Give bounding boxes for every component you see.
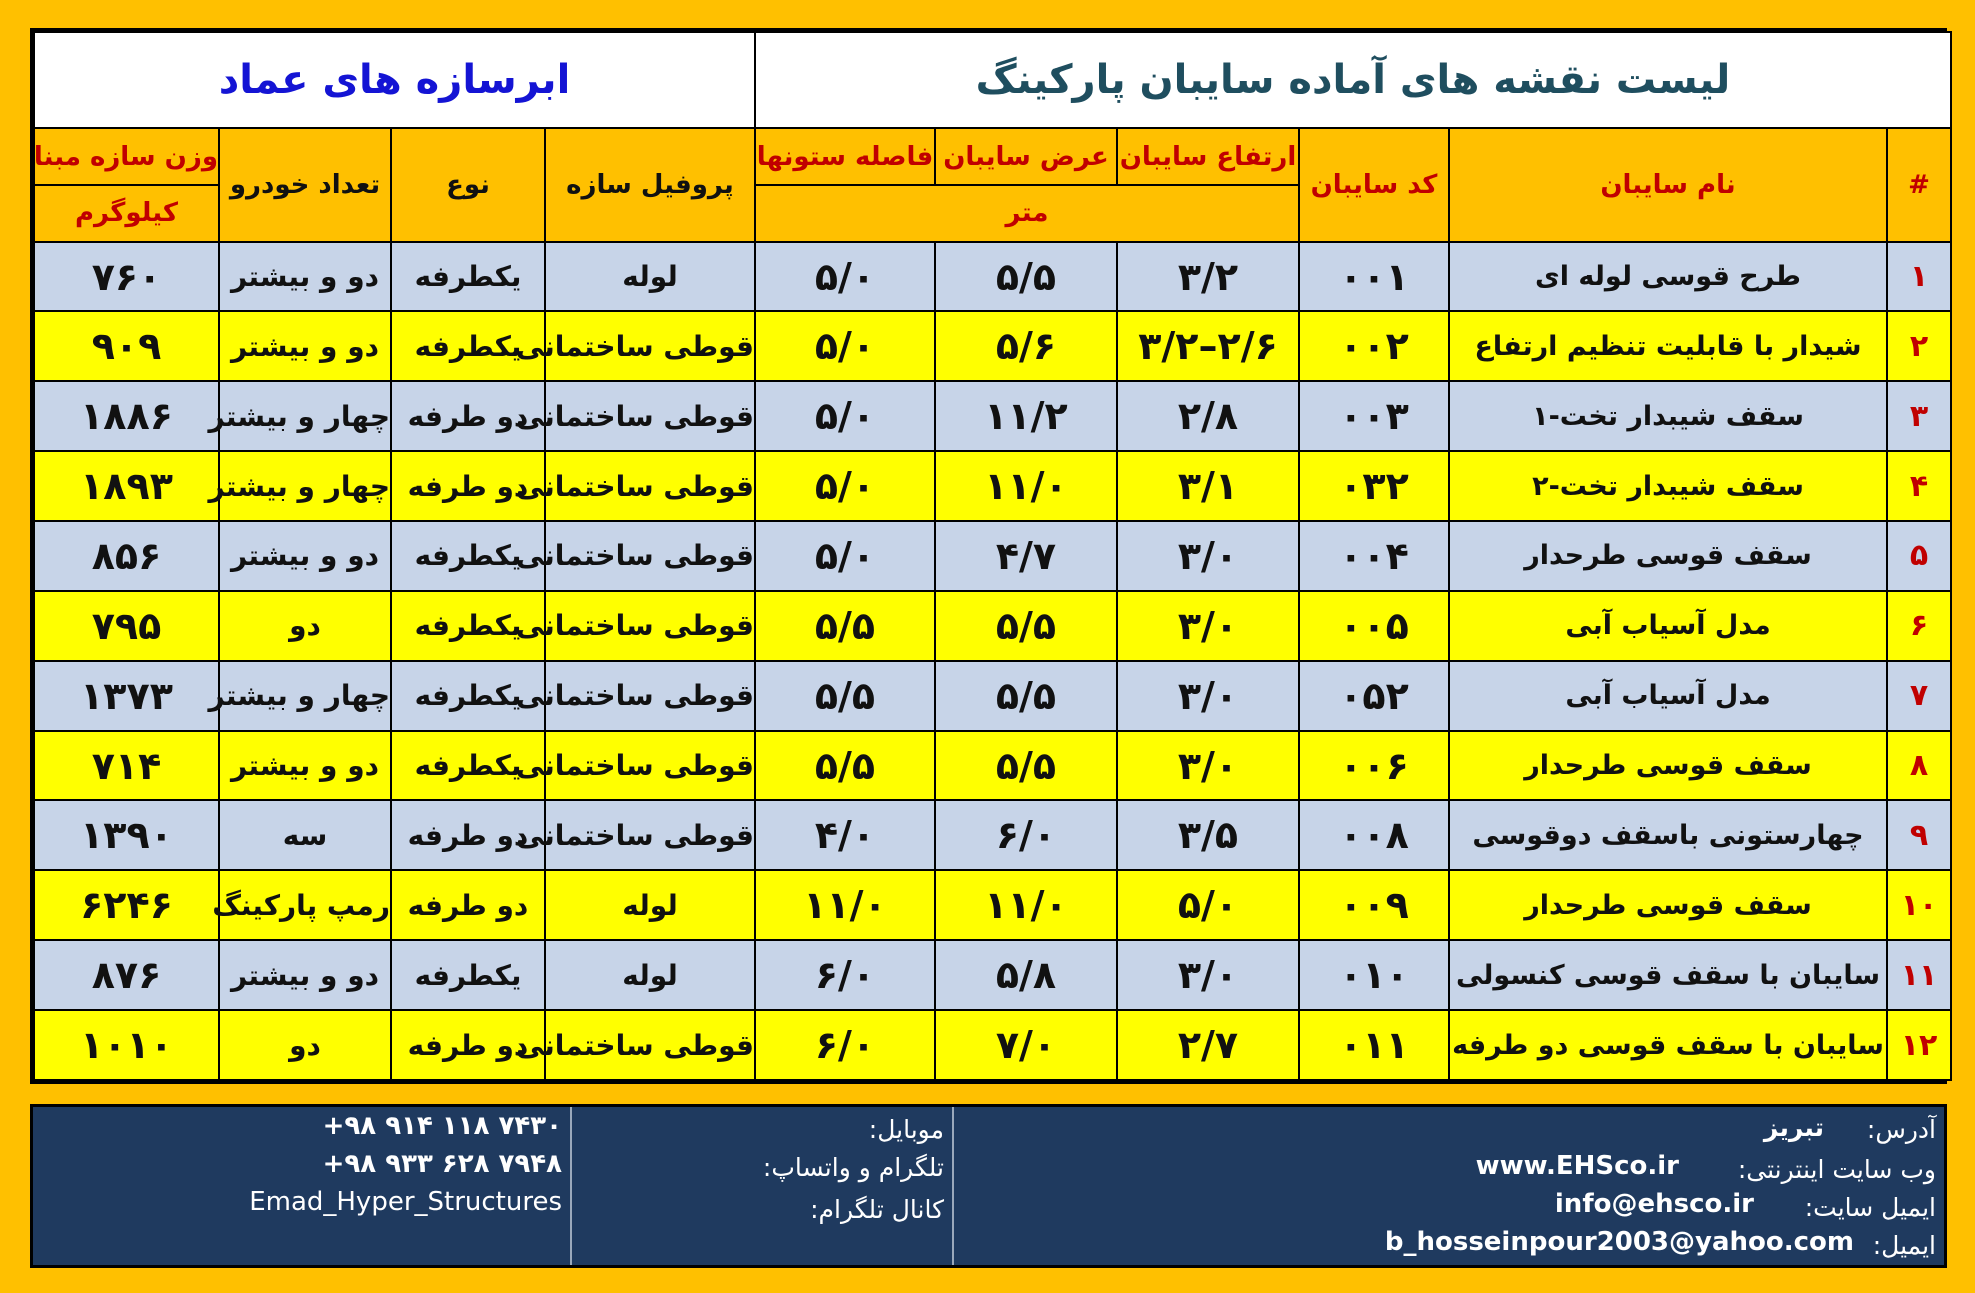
header-code: کد سایبان — [1299, 128, 1449, 241]
car-count: دو و بیشتر — [219, 521, 391, 591]
row-number: ۷ — [1887, 661, 1951, 731]
car-count: چهار و بیشتر — [219, 451, 391, 521]
table-row — [34, 381, 1951, 451]
address-label: آدرس: — [1866, 1115, 1936, 1144]
car-count: دو و بیشتر — [219, 940, 391, 1010]
canopy-type: یکطرفه — [391, 940, 545, 1010]
footer-right-panel — [952, 1107, 1944, 1265]
table-body — [34, 242, 1951, 1080]
base-weight: ۸۵۶ — [34, 521, 219, 591]
canopy-code: ۰۳۲ — [1299, 451, 1449, 521]
footer-values-panel — [33, 1107, 570, 1265]
header-weight: وزن سازه مبنا — [34, 128, 219, 185]
website-link[interactable]: www.EHSco.ir — [1475, 1151, 1679, 1181]
car-count: دو و بیشتر — [219, 242, 391, 312]
price-table-frame — [30, 28, 1947, 1084]
base-weight: ۷۱۴ — [34, 731, 219, 801]
canopy-width: ۱۱/۰ — [935, 870, 1117, 940]
column-spacing: ۶/۰ — [755, 940, 935, 1010]
column-spacing: ۱۱/۰ — [755, 870, 935, 940]
canopy-width: ۴/۷ — [935, 521, 1117, 591]
table-row — [34, 800, 1951, 870]
car-count: دو — [219, 591, 391, 661]
car-count: رمپ پارکینگ — [219, 870, 391, 940]
canopy-table — [33, 31, 1952, 1081]
canopy-height: ۲/۷ — [1117, 1010, 1299, 1080]
base-weight: ۶۲۴۶ — [34, 870, 219, 940]
site-email-link[interactable]: info@ehsco.ir — [1554, 1189, 1754, 1219]
base-weight: ۱۸۸۶ — [34, 381, 219, 451]
column-spacing: ۴/۰ — [755, 800, 935, 870]
car-count: سه — [219, 800, 391, 870]
column-spacing: ۶/۰ — [755, 1010, 935, 1080]
canopy-code: ۰۱۰ — [1299, 940, 1449, 1010]
car-count: دو — [219, 1010, 391, 1080]
table-row — [34, 311, 1951, 381]
row-number: ۹ — [1887, 800, 1951, 870]
canopy-type: یکطرفه — [391, 591, 545, 661]
canopy-height: ۳/۲ — [1117, 242, 1299, 312]
canopy-name: سایبان با سقف قوسی کنسولی — [1449, 940, 1887, 1010]
column-spacing: ۵/۵ — [755, 591, 935, 661]
column-spacing: ۵/۰ — [755, 242, 935, 312]
canopy-code: ۰۰۹ — [1299, 870, 1449, 940]
canopy-height: ۳/۰ — [1117, 591, 1299, 661]
canopy-code: ۰۱۱ — [1299, 1010, 1449, 1080]
structure-profile: قوطی ساختمانی — [545, 521, 755, 591]
column-spacing: ۵/۰ — [755, 521, 935, 591]
canopy-code: ۰۰۴ — [1299, 521, 1449, 591]
site-email-label: ایمیل سایت: — [1804, 1193, 1936, 1222]
canopy-height: ۳/۰ — [1117, 661, 1299, 731]
row-number: ۱۲ — [1887, 1010, 1951, 1080]
table-row — [34, 521, 1951, 591]
telegram-label: تلگرام و واتساپ: — [762, 1153, 944, 1182]
canopy-height: ۳/۰ — [1117, 940, 1299, 1010]
structure-profile: قوطی ساختمانی — [545, 731, 755, 801]
car-count: چهار و بیشتر — [219, 661, 391, 731]
structure-profile: قوطی ساختمانی — [545, 381, 755, 451]
table-row — [34, 940, 1951, 1010]
canopy-height: ۲/۶–۳/۲ — [1117, 311, 1299, 381]
canopy-name: طرح قوسی لوله ای — [1449, 242, 1887, 312]
canopy-width: ۵/۵ — [935, 661, 1117, 731]
structure-profile: قوطی ساختمانی — [545, 311, 755, 381]
structure-profile: قوطی ساختمانی — [545, 451, 755, 521]
canopy-width: ۵/۵ — [935, 242, 1117, 312]
base-weight: ۱۳۷۳ — [34, 661, 219, 731]
header-name: نام سایبان — [1449, 128, 1887, 241]
table-row — [34, 451, 1951, 521]
contact-footer — [30, 1104, 1947, 1268]
canopy-name: شیدار با قابلیت تنظیم ارتفاع — [1449, 311, 1887, 381]
canopy-code: ۰۵۲ — [1299, 661, 1449, 731]
structure-profile: لوله — [545, 940, 755, 1010]
canopy-width: ۵/۵ — [935, 591, 1117, 661]
canopy-type: دو طرفه — [391, 870, 545, 940]
row-number: ۱ — [1887, 242, 1951, 312]
canopy-type: یکطرفه — [391, 661, 545, 731]
header-height: ارتفاع سایبان — [1117, 128, 1299, 185]
canopy-type: دو طرفه — [391, 451, 545, 521]
canopy-name: سقف شیبدار تخت-۱ — [1449, 381, 1887, 451]
structure-profile: قوطی ساختمانی — [545, 591, 755, 661]
canopy-name: سقف شیبدار تخت-۲ — [1449, 451, 1887, 521]
mobile-label: موبایل: — [868, 1115, 944, 1144]
canopy-code: ۰۰۸ — [1299, 800, 1449, 870]
table-row — [34, 870, 1951, 940]
canopy-type: یکطرفه — [391, 311, 545, 381]
canopy-width: ۱۱/۰ — [935, 451, 1117, 521]
canopy-height: ۳/۰ — [1117, 731, 1299, 801]
structure-profile: لوله — [545, 242, 755, 312]
canopy-height: ۳/۱ — [1117, 451, 1299, 521]
base-weight: ۱۳۹۰ — [34, 800, 219, 870]
canopy-width: ۵/۸ — [935, 940, 1117, 1010]
canopy-type: یکطرفه — [391, 521, 545, 591]
base-weight: ۱۰۱۰ — [34, 1010, 219, 1080]
canopy-height: ۲/۸ — [1117, 381, 1299, 451]
footer-labels-panel — [570, 1107, 952, 1265]
column-spacing: ۵/۰ — [755, 381, 935, 451]
canopy-code: ۰۰۱ — [1299, 242, 1449, 312]
header-unit-meter: متر — [755, 185, 1299, 242]
canopy-width: ۷/۰ — [935, 1010, 1117, 1080]
canopy-width: ۱۱/۲ — [935, 381, 1117, 451]
column-spacing: ۵/۵ — [755, 731, 935, 801]
canopy-type: یکطرفه — [391, 731, 545, 801]
header-type: نوع — [391, 128, 545, 241]
base-weight: ۱۸۹۳ — [34, 451, 219, 521]
website-label: وب سایت اینترنتی: — [1737, 1155, 1936, 1184]
canopy-height: ۵/۰ — [1117, 870, 1299, 940]
row-number: ۱۱ — [1887, 940, 1951, 1010]
email-label: ایمیل: — [1872, 1231, 1936, 1260]
row-number: ۳ — [1887, 381, 1951, 451]
column-spacing: ۵/۰ — [755, 311, 935, 381]
header-num: # — [1887, 128, 1951, 241]
canopy-height: ۳/۵ — [1117, 800, 1299, 870]
structure-profile: لوله — [545, 870, 755, 940]
car-count: دو و بیشتر — [219, 311, 391, 381]
column-spacing: ۵/۵ — [755, 661, 935, 731]
canopy-type: دو طرفه — [391, 800, 545, 870]
mobile-number[interactable]: +۹۸ ۹۱۴ ۱۱۸ ۷۴۳۰ — [322, 1111, 562, 1141]
header-profile: پروفیل سازه — [545, 128, 755, 241]
telegram-channel[interactable]: Emad_Hyper_Structures — [249, 1187, 562, 1217]
page-title: لیست نقشه های آماده سایبان پارکینگ — [755, 32, 1951, 128]
row-number: ۱۰ — [1887, 870, 1951, 940]
base-weight: ۹۰۹ — [34, 311, 219, 381]
canopy-name: مدل آسیاب آبی — [1449, 661, 1887, 731]
table-row — [34, 731, 1951, 801]
base-weight: ۸۷۶ — [34, 940, 219, 1010]
company-name: ابرسازه های عماد — [34, 32, 755, 128]
row-number: ۲ — [1887, 311, 1951, 381]
header-width: عرض سایبان — [935, 128, 1117, 185]
row-number: ۵ — [1887, 521, 1951, 591]
base-weight: ۷۹۵ — [34, 591, 219, 661]
base-weight: ۷۶۰ — [34, 242, 219, 312]
canopy-width: ۶/۰ — [935, 800, 1117, 870]
email-link[interactable]: b_hosseinpour2003@yahoo.com — [1384, 1227, 1854, 1257]
canopy-height: ۳/۰ — [1117, 521, 1299, 591]
structure-profile: قوطی ساختمانی — [545, 800, 755, 870]
car-count: چهار و بیشتر — [219, 381, 391, 451]
header-cars: تعداد خودرو — [219, 128, 391, 241]
car-count: دو و بیشتر — [219, 731, 391, 801]
canopy-name: سقف قوسی طرحدار — [1449, 521, 1887, 591]
row-number: ۶ — [1887, 591, 1951, 661]
header-spacing: فاصله ستونها — [755, 128, 935, 185]
canopy-width: ۵/۵ — [935, 731, 1117, 801]
address-value: تبریز — [1763, 1113, 1824, 1142]
table-row — [34, 591, 1951, 661]
header-unit-kg: کیلوگرم — [34, 185, 219, 242]
telegram-number[interactable]: +۹۸ ۹۳۳ ۶۲۸ ۷۹۴۸ — [322, 1149, 562, 1179]
canopy-type: یکطرفه — [391, 242, 545, 312]
canopy-name: مدل آسیاب آبی — [1449, 591, 1887, 661]
table-row — [34, 242, 1951, 312]
canopy-code: ۰۰۲ — [1299, 311, 1449, 381]
row-number: ۸ — [1887, 731, 1951, 801]
column-spacing: ۵/۰ — [755, 451, 935, 521]
canopy-width: ۵/۶ — [935, 311, 1117, 381]
table-row — [34, 1010, 1951, 1080]
table-row — [34, 661, 1951, 731]
channel-label: کانال تلگرام: — [810, 1195, 944, 1224]
canopy-name: سقف قوسی طرحدار — [1449, 731, 1887, 801]
canopy-type: دو طرفه — [391, 1010, 545, 1080]
structure-profile: قوطی ساختمانی — [545, 661, 755, 731]
canopy-code: ۰۰۶ — [1299, 731, 1449, 801]
row-number: ۴ — [1887, 451, 1951, 521]
canopy-name: سایبان با سقف قوسی دو طرفه — [1449, 1010, 1887, 1080]
canopy-type: دو طرفه — [391, 381, 545, 451]
canopy-code: ۰۰۳ — [1299, 381, 1449, 451]
canopy-name: سقف قوسی طرحدار — [1449, 870, 1887, 940]
canopy-name: چهارستونی باسقف دوقوسی — [1449, 800, 1887, 870]
canopy-code: ۰۰۵ — [1299, 591, 1449, 661]
structure-profile: قوطی ساختمانی — [545, 1010, 755, 1080]
